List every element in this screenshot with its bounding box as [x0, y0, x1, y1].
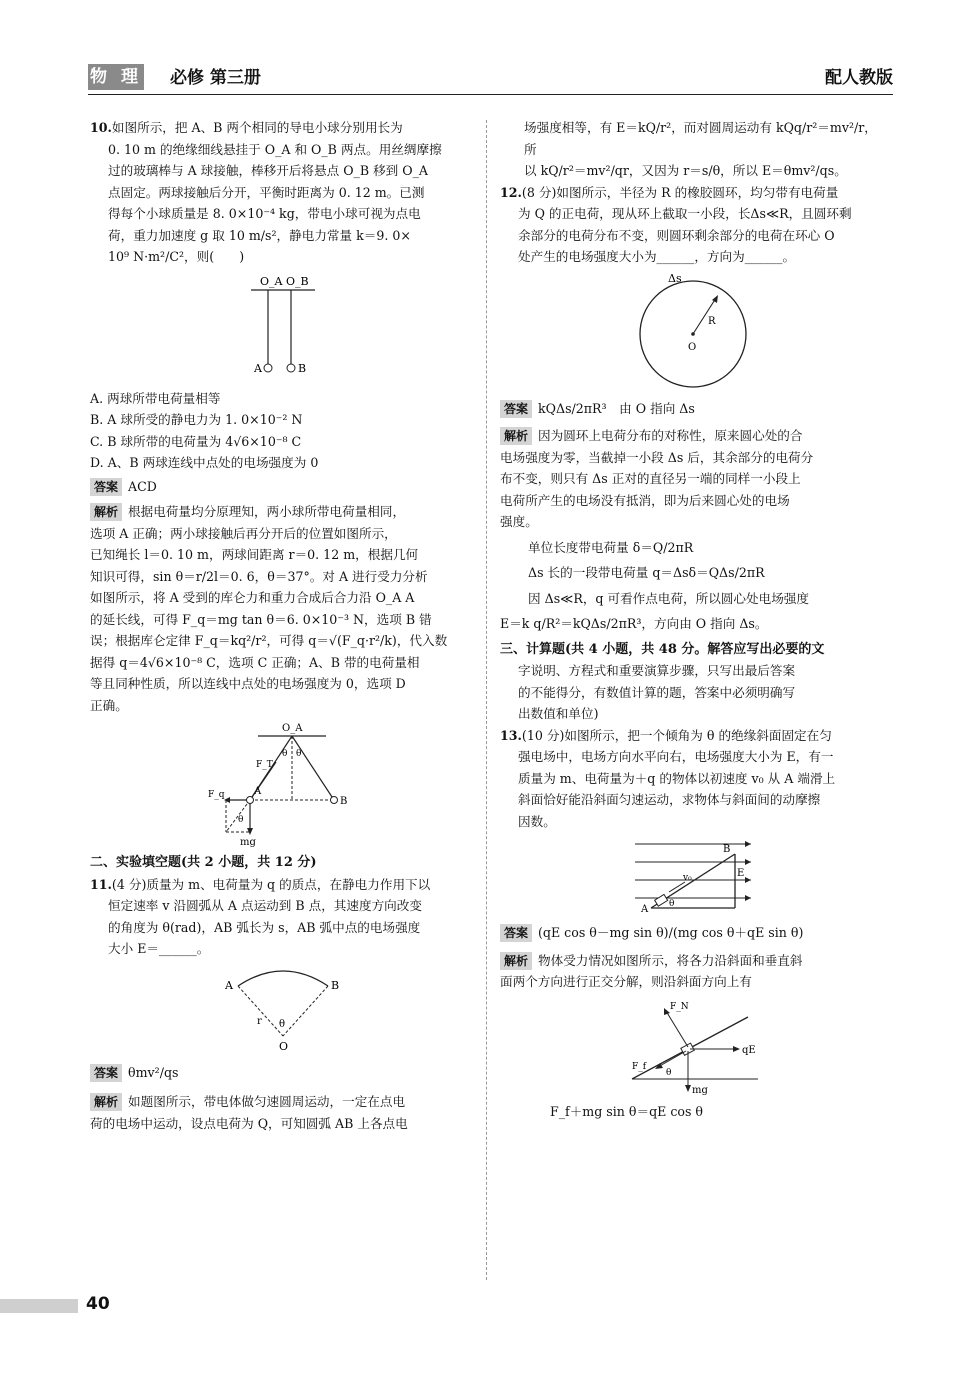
- q12-line: (8 分)如图所示，半径为 R 的橡胶圆环，均匀带有电荷量: [521, 184, 839, 200]
- fig-label: F_f: [632, 1061, 647, 1072]
- q10-figure-force-analysis: [198, 720, 368, 848]
- q10-line: 点固定。两球接触后分开，平衡时距离为 0. 12 m。已测: [108, 184, 425, 200]
- footer-bar: [0, 1299, 78, 1313]
- analysis-line: 正确。: [90, 697, 128, 713]
- fig-label: O: [279, 1039, 289, 1053]
- column-divider: [486, 120, 487, 1280]
- fig-label: B: [723, 844, 731, 855]
- fig-label: O: [688, 341, 697, 353]
- q12-figure-ring: [628, 272, 758, 392]
- question-10: [90, 117, 476, 848]
- q12-line: 为 Q 的正电荷，现从环上截取一小段，长Δs≪R，且圆环剩: [518, 206, 852, 221]
- option-c: C. B 球所带的电荷量为 4√6×10⁻⁸ C: [90, 433, 302, 449]
- q11-line: 恒定速率 v 沿圆弧从 A 点运动到 B 点，其速度方向改变: [108, 898, 422, 913]
- fig-label: Δs: [668, 271, 682, 285]
- analysis-line: 如图所示，将 A 受到的库仑力和重力合成后合力沿 O_A A: [90, 590, 415, 605]
- equation: F_f＋mg sin θ＝qE cos θ: [550, 1103, 704, 1119]
- q13-figure-force-analysis: [618, 997, 768, 1097]
- q10-number: 10.: [90, 120, 112, 135]
- analysis-line: 误；根据库仑定律 F_q＝kq²/r²，可得 q＝√(F_q·r²/k)，代入数: [90, 633, 448, 648]
- q11-line: 的角度为 θ(rad)，AB 弧长为 s，AB 弧中点的电场强度: [108, 919, 421, 935]
- q10-answer: ACD: [128, 478, 157, 494]
- page-number: 40: [86, 1294, 110, 1314]
- fig-label: B: [331, 978, 340, 992]
- fig-label: mg: [692, 1084, 708, 1096]
- q13-line: 斜面恰好能沿斜面匀速运动，求物体与斜面间的动摩擦: [518, 792, 821, 807]
- fig-label: R: [708, 315, 716, 327]
- q12-line: 处产生的电场强度大小为______，方向为______。: [518, 249, 796, 264]
- fig-label: F_T: [256, 760, 273, 770]
- fig-label: qE: [742, 1044, 756, 1056]
- fig-label: E: [737, 868, 745, 879]
- page-header: [88, 62, 893, 95]
- analysis-line: 等且同种性质，所以连线中点处的电场强度为 0，选项 D: [90, 676, 406, 691]
- fig-label: O_A: [282, 723, 303, 734]
- q11-number: 11.: [90, 876, 112, 892]
- book-title: 必修 第三册: [170, 68, 261, 88]
- q10-figure-hanging-balls: [243, 272, 323, 384]
- q12-answer: kQΔs/2πR³ 由 O 指向 Δs: [538, 400, 695, 416]
- option-a: A. 两球所带电荷量相等: [90, 390, 221, 406]
- analysis-line: 物体受力情况如图所示，将各力沿斜面和垂直斜: [538, 952, 803, 968]
- q12-number: 12.: [500, 184, 522, 200]
- analysis-line: 电场强度为零，当截掉一小段 Δs 后，其余部分的电荷分: [500, 449, 814, 465]
- fig-label: θ: [669, 899, 675, 909]
- analysis-badge: 解析: [90, 503, 122, 521]
- q12-line: 余部分的电荷分布不变，则圆环剩余部分的电荷在环心 O: [518, 227, 835, 243]
- fig-label: A: [641, 904, 649, 915]
- section-2-title: 二、实验填空题(共 2 小题，共 12 分): [90, 855, 317, 870]
- question-11: [90, 874, 476, 1135]
- fig-label: O_B: [286, 274, 309, 288]
- q13-line: 质量为 m、电荷量为＋q 的物体以初速度 v₀ 从 A 端滑上: [518, 770, 836, 786]
- equation: Δs 长的一段带电荷量 q＝Δsδ＝QΔs/2πR: [528, 565, 765, 580]
- equation: 因 Δs≪R，q 可看作点电荷，所以圆心处电场强度: [528, 590, 809, 606]
- analysis-line: 据得 q＝4√6×10⁻⁸ C，选项 C 正确；A、B 带的电荷量相: [90, 654, 420, 670]
- answer-badge: 答案: [500, 400, 532, 418]
- q13-number: 13.: [500, 727, 522, 743]
- q13-figure-incline: [623, 836, 763, 916]
- analysis-badge: 解析: [500, 427, 532, 445]
- option-d: D. A、B 两球连线中点处的电场强度为 0: [90, 455, 319, 470]
- analysis-line: 的延长线，可得 F_q＝mg tan θ＝6. 0×10⁻³ N，选项 B 错: [90, 611, 432, 627]
- analysis-line: 强度。: [500, 514, 538, 529]
- answer-badge: 答案: [90, 478, 122, 496]
- q13-line: 强电场中，电场方向水平向右，电场强度大小为 E，有一: [518, 749, 834, 764]
- analysis-line: 布不变，则只有 Δs 正对的直径另一端的同样一小段上: [500, 471, 801, 486]
- analysis-line: 知识可得，sin θ＝r/2l＝0. 6，θ＝37°。对 A 进行受力分析: [90, 568, 428, 584]
- subject-tag: 物 理: [88, 64, 144, 90]
- question-12: [500, 182, 886, 635]
- analysis-line: 电荷所产生的电场没有抵消，即为后来圆心处的电场: [500, 492, 790, 508]
- fig-label: F_N: [670, 1001, 689, 1012]
- equation: 单位长度带电荷量 δ＝Q/2πR: [528, 539, 694, 555]
- fig-label: θ: [238, 815, 244, 825]
- fig-label: θ: [282, 749, 288, 759]
- q13-line: (10 分)如图所示，把一个倾角为 θ 的绝缘斜面固定在匀: [521, 727, 832, 743]
- q10-line: 10⁹ N·m²/C²，则( ): [108, 249, 245, 264]
- fig-label: A: [254, 786, 262, 797]
- fig-label: θ: [279, 1018, 286, 1030]
- right-column: [500, 117, 886, 1122]
- q10-line: 如图所示，把 A、B 两个相同的导电小球分别用长为: [111, 120, 403, 135]
- analysis-line: 根据电荷量均分原理知，两小球所带电荷量相同，: [128, 504, 406, 519]
- fig-label: θ: [296, 749, 302, 759]
- fig-label: r: [257, 1015, 262, 1027]
- answer-badge: 答案: [90, 1064, 122, 1082]
- question-13: [500, 725, 886, 1123]
- analysis-line: 选项 A 正确；两小球接触后再分开后的位置如图所示，: [90, 525, 397, 541]
- analysis-line: 如题图所示，带电体做匀速圆周运动，一定在点电: [128, 1094, 406, 1109]
- q10-line: 0. 10 m 的绝缘细线悬挂于 O_A 和 O_B 两点。用丝绸摩擦: [108, 141, 442, 157]
- q13-line: 因数。: [518, 813, 556, 829]
- analysis-line: 面两个方向进行正交分解，则沿斜面方向上有: [500, 974, 752, 989]
- analysis-line: 因为圆环上电荷分布的对称性，原来圆心处的合: [538, 428, 803, 443]
- fig-label: B: [340, 796, 348, 807]
- answer-badge: 答案: [500, 924, 532, 942]
- left-column: [90, 117, 476, 1134]
- q11-figure-arc: [213, 964, 353, 1056]
- fig-label: A: [225, 978, 233, 992]
- analysis-line: 已知绳长 l＝0. 10 m，两球间距离 r＝0. 12 m，根据几何: [90, 547, 419, 562]
- q11-continued: 场强度相等，有 E＝kQ/r²，而对圆周运动有 kQq/r²＝mv²/r，所: [524, 120, 877, 157]
- fig-label: A: [254, 361, 262, 375]
- option-b: B. A 球所受的静电力为 1. 0×10⁻² N: [90, 412, 303, 427]
- q10-line: 荷，重力加速度 g 取 10 m/s²，静电力常量 k＝9. 0×: [108, 227, 411, 243]
- analysis-badge: 解析: [500, 952, 532, 970]
- fig-label: θ: [666, 1067, 672, 1078]
- fig-label: B: [298, 361, 307, 375]
- q10-line: 过的玻璃棒与 A 球接触，棒移开后将悬点 O_B 移到 O_A: [108, 163, 428, 178]
- q11-answer: θmv²/qs: [128, 1064, 179, 1080]
- analysis-line: 荷的电场中运动，设点电荷为 Q，可知圆弧 AB 上各点电: [90, 1115, 408, 1131]
- q13-answer: (qE cos θ－mg sin θ)/(mg cos θ＋qE sin θ): [538, 925, 804, 940]
- fig-label: mg: [240, 837, 256, 848]
- section-3-title: 三、计算题(共 4 小题，共 48 分。解答应写出必要的文 字说明、方程式和重要演算步骤，只写出最后答案 的不能得分，有数值计算的题，答案中必须明确写 出数值和单位): [500, 641, 825, 721]
- fig-label: F_q: [208, 790, 225, 800]
- fig-label: v₀: [683, 873, 692, 883]
- analysis-badge: 解析: [90, 1093, 122, 1111]
- q10-line: 得每个小球质量是 8. 0×10⁻⁴ kg，带电小球可视为点电: [108, 206, 421, 221]
- q11-line: (4 分)质量为 m、电荷量为 q 的质点，在静电力作用下以: [111, 876, 431, 892]
- edition-label: 配人教版: [825, 68, 893, 88]
- q11-continued: 以 kQ/r²＝mv²/qr，又因为 r＝s/θ，所以 E＝θmv²/qs。: [524, 163, 847, 178]
- fig-label: O_A: [260, 274, 283, 288]
- q11-line: 大小 E＝______。: [108, 941, 210, 956]
- equation: E＝k q/R²＝kQΔs/2πR³，方向由 O 指向 Δs。: [500, 616, 768, 631]
